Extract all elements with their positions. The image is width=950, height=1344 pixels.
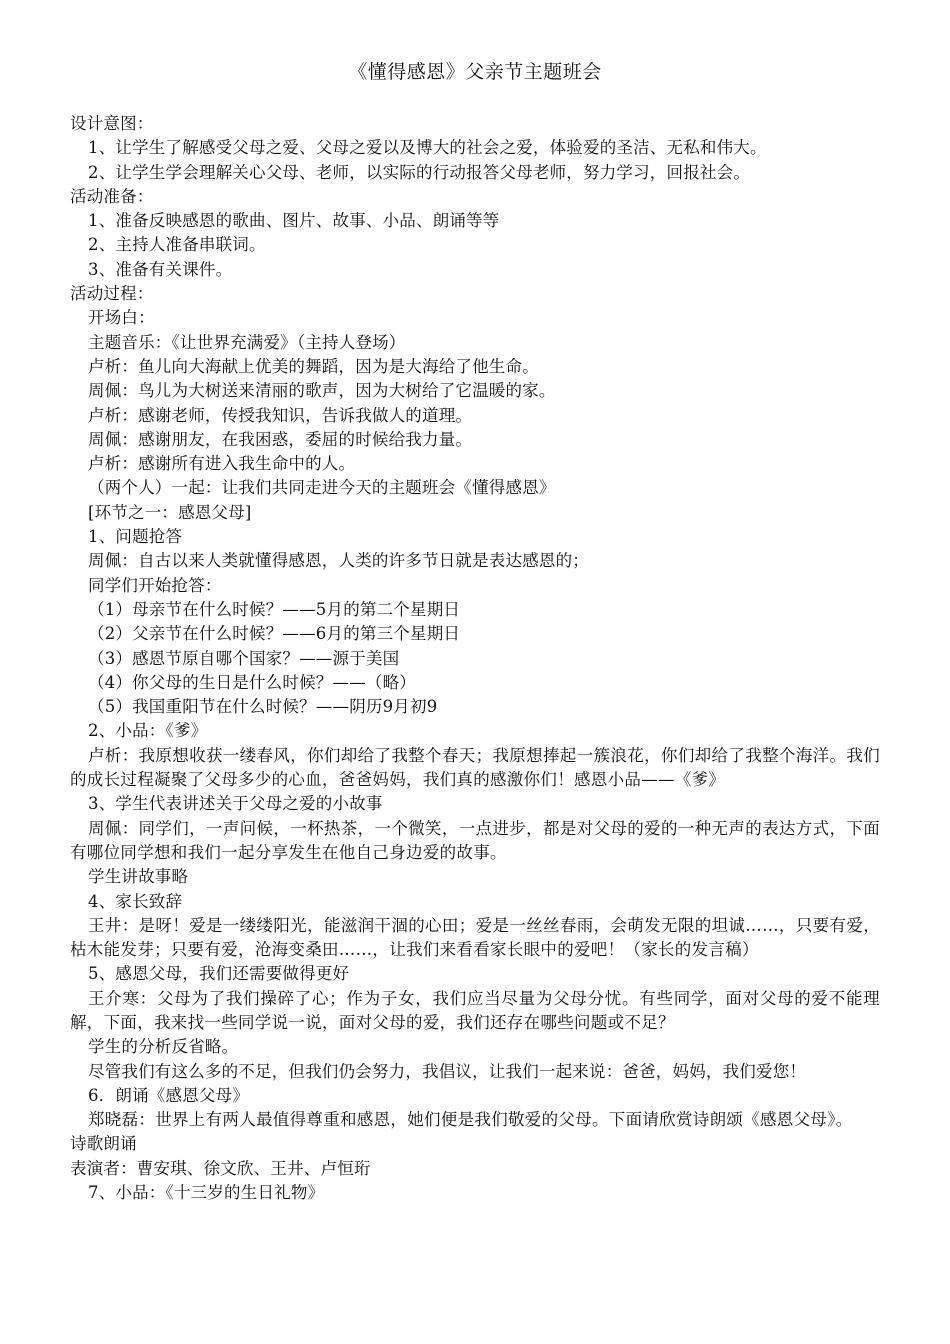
text-line: 2、让学生学会理解关心父母、老师，以实际的行动报答父母老师，努力学习，回报社会。 [88, 162, 750, 182]
text-line: 表演者：曹安琪、徐文欣、王井、卢恒珩 [70, 1158, 371, 1178]
text-line: 活动准备： [70, 186, 154, 206]
text-line: 卢析：鱼儿向大海献上优美的舞蹈，因为是大海给了他生命。 [88, 356, 539, 376]
paragraph: 卢析：我原想收获一缕春风，你们却给了我整个春天；我原想捧起一簇浪花，你们却给了我整个海洋。我们的成长过程凝聚了父母多少的心血，爸爸妈妈，我们真的感激你们！感恩小品——《爹》 [70, 745, 880, 790]
text-line: 2、小品：《爹》 [88, 721, 208, 741]
text-line: 1、让学生了解感受父母之爱、父母之爱以及博大的社会之爱，体验爱的圣洁、无私和伟大。 [88, 138, 767, 158]
text-line: 设计意图： [70, 114, 154, 133]
text-line: （5）我国重阳节在什么时候？——阴历9月初9 [88, 697, 438, 717]
text-line: 主题音乐：《让世界充满爱》（主持人登场） [88, 332, 406, 352]
paragraph: 周佩：同学们，一声问候，一杯热茶，一个微笑，一点进步，都是对父母的爱的一种无声的表达方式，下面有哪位同学想和我们一起分享发生在他自己身边爱的故事。 [70, 818, 880, 862]
paragraph: 王井：是呀！爱是一缕缕阳光，能滋润干涸的心田；爱是一丝丝春雨，会萌发无限的坦诚……，只要有爱，枯木能发芽；只要有爱，沧海变桑田……，让我们来看看家长眼中的爱吧！（家长的发言稿） [70, 915, 880, 960]
text-line: 4、家长致辞 [88, 891, 183, 911]
text-line: 6．朗诵《感恩父母》 [88, 1085, 249, 1105]
text-line: [环节之一：感恩父母] [88, 502, 252, 522]
text-line: 3、准备有关课件。 [88, 259, 233, 279]
text-line: 1、准备反映感恩的歌曲、图片、故事、小品、朗诵等等 [88, 211, 500, 231]
text-line: 7、小品：《十三岁的生日礼物》 [88, 1183, 325, 1203]
text-line: 1、问题抢答 [88, 527, 183, 547]
text-line: 5、感恩父母，我们还需要做得更好 [88, 964, 350, 984]
text-line: 卢析：感谢所有进入我生命中的人。 [88, 454, 356, 474]
text-line: 同学们开始抢答： [88, 575, 222, 595]
text-line: 2、主持人准备串联词。 [88, 235, 266, 255]
text-line: 学生讲故事略 [88, 867, 189, 887]
text-line: （2）父亲节在什么时候？——6月的第三个星期日 [88, 624, 461, 644]
text-line: 尽管我们有这么多的不足，但我们仍会努力，我倡议，让我们一起来说：爸爸，妈妈，我们爱您！ [88, 1061, 807, 1081]
text-line: （两个人）一起：让我们共同走进今天的主题班会《懂得感恩》 [88, 478, 556, 498]
text-line: 开场白： [88, 308, 155, 328]
text-line: 卢析：感谢老师，传授我知识，告诉我做人的道理。 [88, 405, 473, 425]
paragraph: 郑晓磊：世界上有两人最值得尊重和感恩，她们便是我们敬爱的父母。下面请欣赏诗朗颂《感恩父母》。 [88, 1110, 853, 1130]
text-line: 周佩：感谢朋友，在我困惑，委屈的时候给我力量。 [88, 429, 473, 449]
paragraph: 王介寒：父母为了我们操碎了心；作为子女，我们应当尽量为父母分忧。有些同学，面对父母的爱不能理解，下面，我来找一些同学说一说，面对父母的爱，我们还存在哪些问题或不足？ [70, 988, 880, 1032]
text-line: 3、学生代表讲述关于父母之爱的小故事 [88, 794, 383, 814]
text-line: 周佩：鸟儿为大树送来清丽的歌声，因为大树给了它温暖的家。 [88, 381, 556, 401]
text-line: （4）你父母的生日是什么时候？——（略） [88, 672, 416, 692]
document-title: 《懂得感恩》父亲节主题班会 [348, 61, 602, 83]
text-line: 周佩：自古以来人类就懂得感恩，人类的许多节日就是表达感恩的； [88, 551, 589, 571]
text-line: （1）母亲节在什么时候？——5月的第二个星期日 [88, 599, 461, 619]
document-body [70, 112, 880, 1205]
text-line: 活动过程： [70, 284, 154, 304]
text-line: 诗歌朗诵 [70, 1134, 137, 1154]
text-line: 学生的分析反省略。 [88, 1037, 239, 1057]
text-line: （3）感恩节原自哪个国家？——源于美国 [88, 648, 400, 668]
